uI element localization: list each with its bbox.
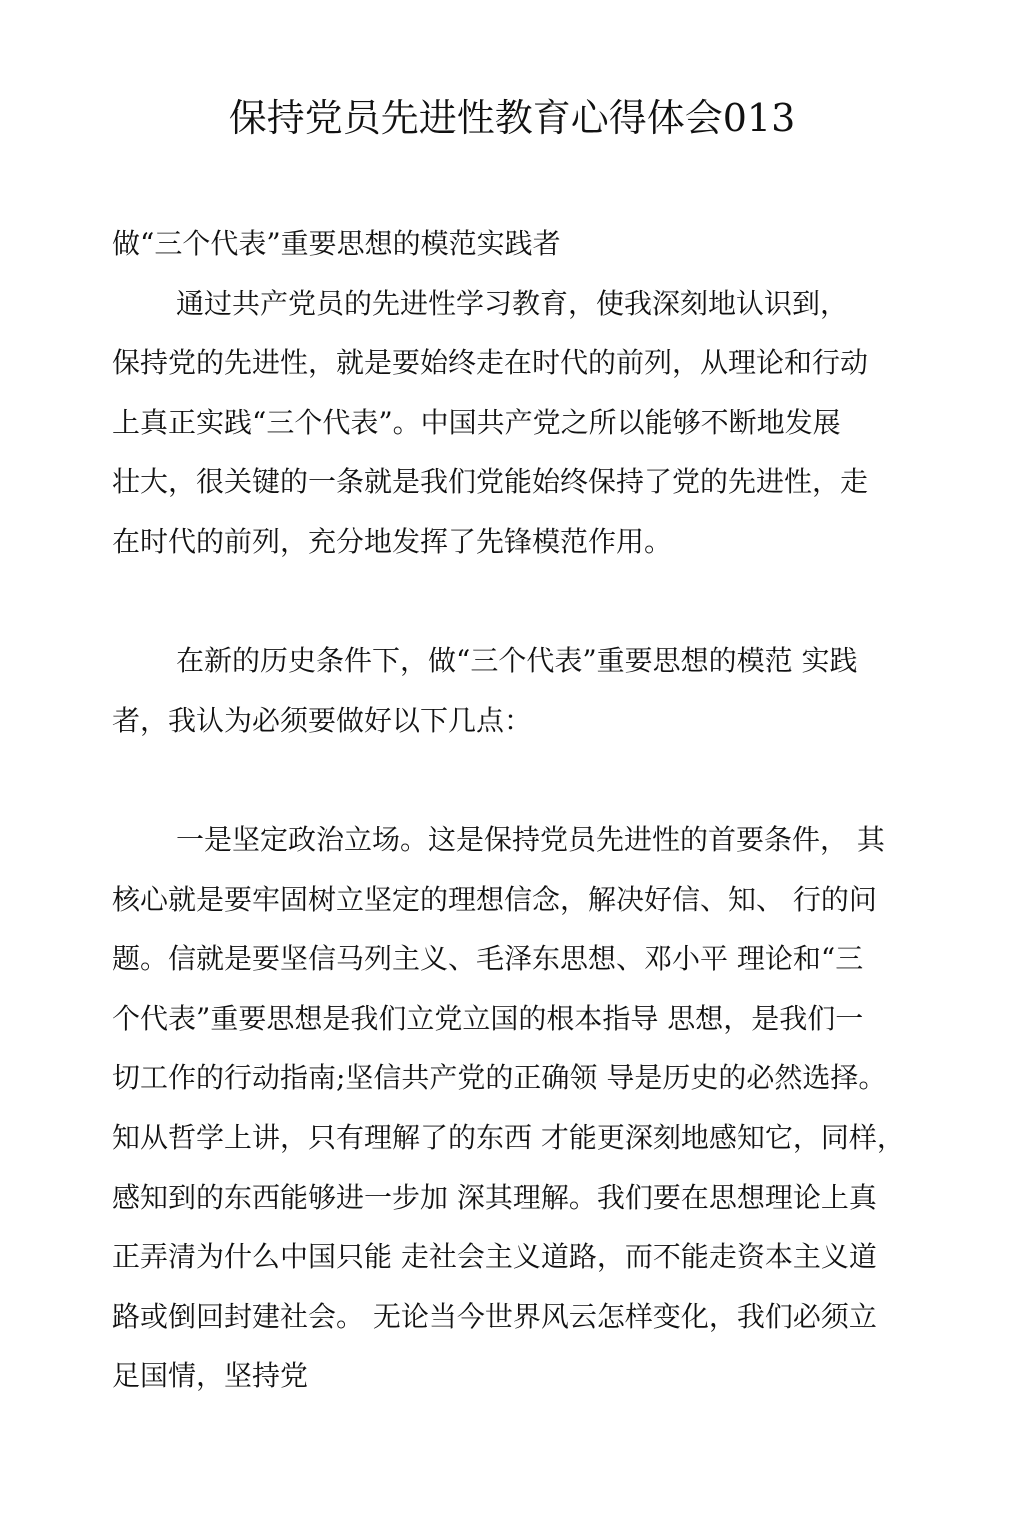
paragraph-line: 感知到的东西能够进一步加 深其理解。我们要在思想理论上真 bbox=[112, 1180, 877, 1214]
paragraph-1 bbox=[112, 274, 928, 572]
paragraph-line: 题。信就是要坚信马列主义、毛泽东思想、邓小平 理论和“三 bbox=[112, 942, 864, 976]
paragraph-line: 在新的历史条件下，做“三个代表”重要思想的模范 实践 bbox=[176, 644, 858, 678]
paragraph-line: 通过共产党员的先进性学习教育，使我深刻地认识到， bbox=[176, 286, 849, 320]
paragraph-line: 足国情，坚持党 bbox=[112, 1359, 309, 1393]
paragraph-line: 切工作的行动指南;坚信共产党的正确领 导是历史的必然选择。 bbox=[112, 1061, 887, 1095]
paragraph-3 bbox=[112, 810, 928, 1406]
paragraph-line: 个代表”重要思想是我们立党立国的根本指导 思想，是我们一 bbox=[112, 1001, 864, 1035]
paragraph-line: 壮大，很关键的一条就是我们党能始终保持了党的先进性，走 bbox=[112, 465, 869, 499]
paragraph-line: 知从哲学上讲，只有理解了的东西 才能更深刻地感知它，同样， bbox=[112, 1120, 905, 1154]
document-title: 保持党员先进性教育心得体会013 bbox=[228, 96, 796, 140]
section-subtitle: 做“三个代表”重要思想的模范实践者 bbox=[112, 227, 561, 260]
paragraph-line: 核心就是要牢固树立坚定的理想信念，解决好信、知、 行的问 bbox=[112, 882, 877, 916]
paragraph-line: 上真正实践“三个代表”。中国共产党之所以能够不断地发展 bbox=[112, 405, 841, 439]
document-body bbox=[112, 214, 928, 1406]
paragraph-2 bbox=[112, 631, 928, 750]
paragraph-line: 一是坚定政治立场。这是保持党员先进性的首要条件， 其 bbox=[176, 822, 885, 856]
paragraph-line: 正弄清为什么中国只能 走社会主义道路，而不能走资本主义道 bbox=[112, 1240, 877, 1274]
paragraph-line: 在时代的前列，充分地发挥了先锋模范作用。 bbox=[112, 524, 673, 558]
paragraph-line: 者，我认为必须要做好以下几点： bbox=[112, 703, 533, 737]
paragraph-line: 保持党的先进性，就是要始终走在时代的前列，从理论和行动 bbox=[112, 346, 869, 380]
paragraph-spacer bbox=[112, 750, 928, 810]
paragraph-spacer bbox=[112, 572, 928, 632]
paragraph-line: 路或倒回封建社会。 无论当今世界风云怎样变化，我们必须立 bbox=[112, 1299, 877, 1333]
